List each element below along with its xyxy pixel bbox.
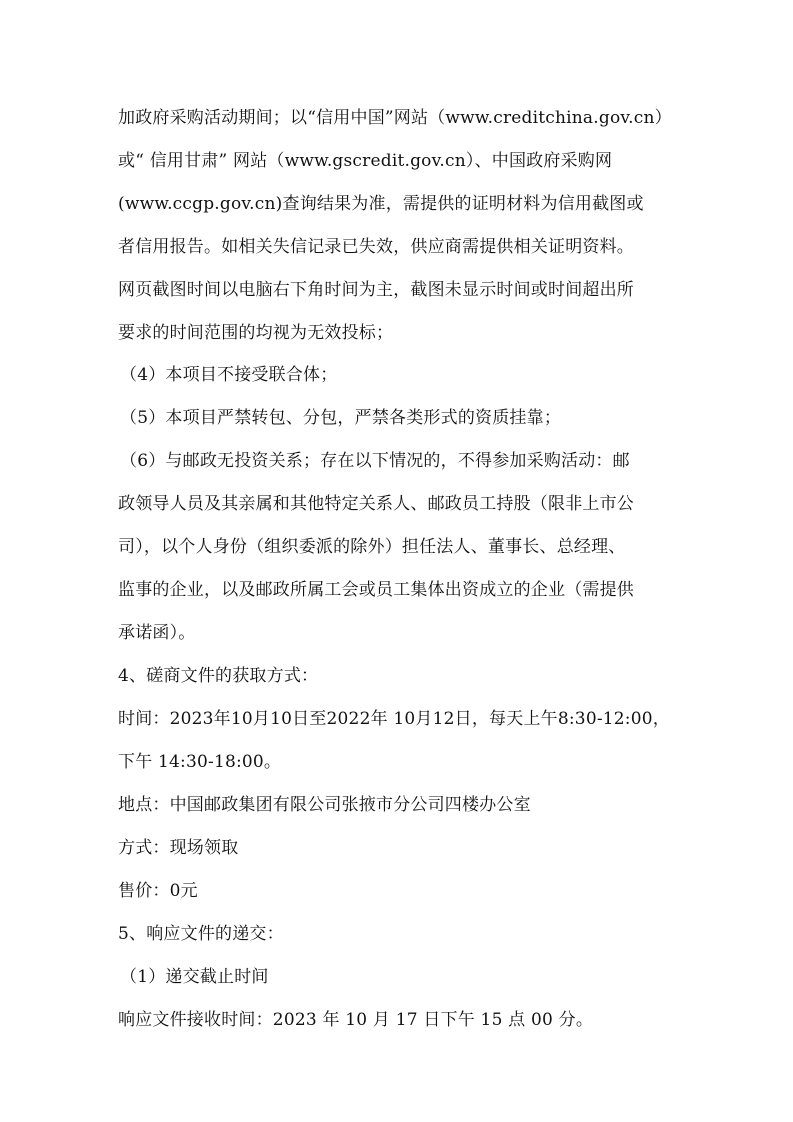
paragraph-line: (www.ccgp.gov.cn)查询结果为准，需提供的证明材料为信用截图或 <box>118 194 644 214</box>
paragraph-line: 地点：中国邮政集团有限公司张掖市分公司四楼办公室 <box>118 795 531 815</box>
paragraph-line: 要求的时间范围的均视为无效投标； <box>118 323 394 343</box>
section-heading: 5、响应文件的递交： <box>118 924 284 944</box>
list-item: （6）与邮政无投资关系；存在以下情况的，不得参加采购活动：邮 <box>120 451 630 471</box>
paragraph-line: 售价：0元 <box>118 881 198 901</box>
paragraph-line: 时间：2023年10月10日至2022年 10月12日，每天上午8:30-12:00， <box>118 709 670 729</box>
paragraph-line: 承诺函）。 <box>118 623 196 643</box>
paragraph-line: 司），以个人身份（组织委派的除外）担任法人、董事长、总经理、 <box>118 537 626 557</box>
paragraph-line: 下午 14:30-18:00。 <box>118 752 282 772</box>
section-heading: 4、磋商文件的获取方式： <box>118 666 319 686</box>
paragraph-line: 监事的企业，以及邮政所属工会或员工集体出资成立的企业（需提供 <box>118 580 634 600</box>
list-item: （1）递交截止时间 <box>120 967 269 987</box>
paragraph-line: 网页截图时间以电脑右下角时间为主，截图未显示时间或时间超出所 <box>118 280 634 300</box>
paragraph-line: 者信用报告。如相关失信记录已失效，供应商需提供相关证明资料。 <box>118 237 634 257</box>
paragraph-line: 加政府采购活动期间；以“信用中国”网站（www.creditchina.gov.cn） <box>118 108 672 128</box>
paragraph-line: 政领导人员及其亲属和其他特定关系人、邮政员工持股（限非上市公 <box>118 494 634 514</box>
paragraph-line: 方式：现场领取 <box>118 838 239 858</box>
paragraph-line: 响应文件接收时间：2023 年 10 月 17 日下午 15 点 00 分。 <box>118 1010 594 1030</box>
list-item: （4）本项目不接受联合体； <box>120 365 338 385</box>
paragraph-line: 或“ 信用甘肃” 网站（www.gscredit.gov.cn）、中国政府采购网 <box>118 151 613 171</box>
list-item: （5）本项目严禁转包、分包，严禁各类形式的资质挂靠； <box>120 408 562 428</box>
